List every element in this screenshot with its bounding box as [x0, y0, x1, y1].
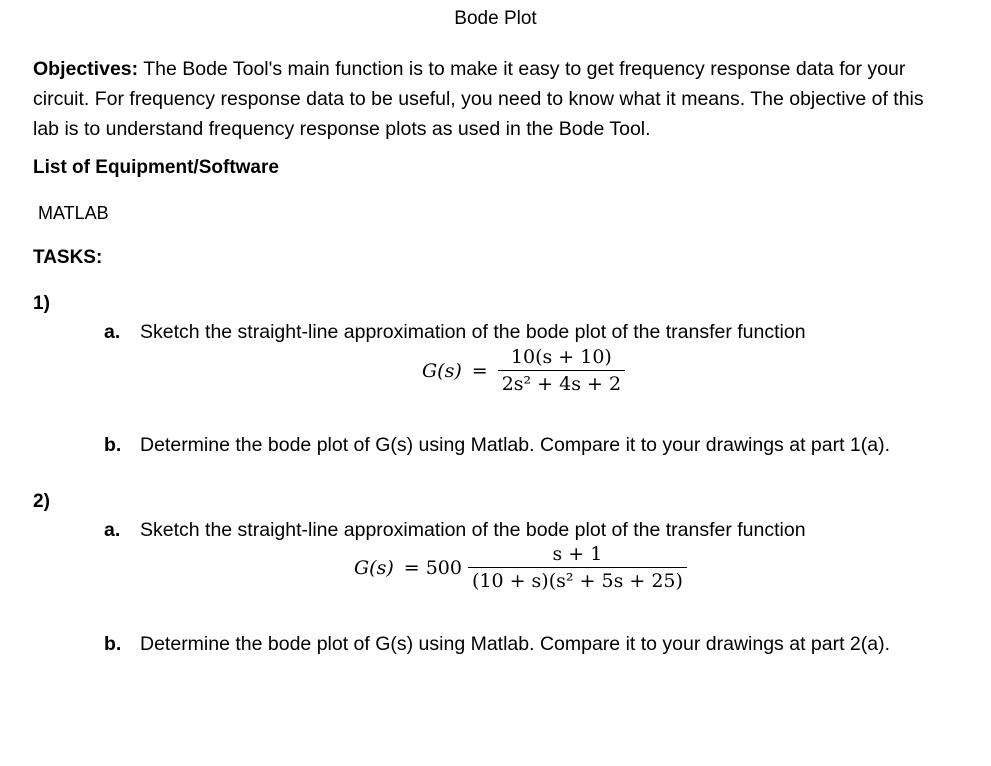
- task-1b-label: b.: [104, 434, 122, 456]
- task-2-equation: [354, 543, 687, 592]
- task-2-eq-denominator: (10 + s)(s² + 5s + 25): [471, 570, 683, 592]
- task-1-eq-numerator: 10(s + 10): [498, 346, 625, 371]
- task-1-eq-denominator: 2s² + 4s + 2: [501, 373, 622, 395]
- task-2-eq-equals: =: [403, 556, 420, 579]
- task-2b: [104, 633, 890, 656]
- task-1-eq-equals: =: [471, 359, 488, 382]
- task-2b-label: b.: [104, 633, 122, 655]
- task-2a-label: a.: [104, 519, 121, 541]
- task-1-eq-lhs: G(s): [422, 359, 462, 382]
- task-2-number: 2): [33, 491, 50, 512]
- task-2b-text: Determine the bode plot of G(s) using Matlab. Compare it to your drawings at part 2(a).: [140, 633, 891, 655]
- task-2-eq-coefficient: 500: [425, 556, 462, 579]
- task-1b-text: Determine the bode plot of G(s) using Matlab. Compare it to your drawings at part 1(a).: [140, 434, 891, 456]
- task-2-eq-numerator: s + 1: [468, 543, 687, 568]
- task-1a: [104, 321, 806, 344]
- objectives-paragraph: [33, 54, 953, 144]
- equipment-heading: List of Equipment/Software: [33, 157, 279, 178]
- task-2-eq-lhs: G(s): [354, 556, 394, 579]
- equipment-item: MATLAB: [38, 203, 109, 223]
- tasks-heading: TASKS:: [33, 247, 103, 268]
- objectives-text: The Bode Tool's main function is to make it easy to get frequency response data for your circuit. For frequency response data to be useful, you need to know what it means. The objective of this lab is to understand frequency response plots as used in the Bode Tool.: [33, 58, 924, 140]
- objectives-label: Objectives:: [33, 58, 139, 80]
- task-1-equation: [422, 346, 625, 395]
- page-title: Bode Plot: [454, 8, 537, 29]
- task-1a-text: Sketch the straight-line approximation of the bode plot of the transfer function: [140, 321, 806, 343]
- task-2a-text: Sketch the straight-line approximation of the bode plot of the transfer function: [140, 519, 806, 541]
- task-1b: [104, 434, 890, 457]
- task-2a: [104, 519, 806, 542]
- task-1-number: 1): [33, 293, 50, 314]
- task-1a-label: a.: [104, 321, 121, 343]
